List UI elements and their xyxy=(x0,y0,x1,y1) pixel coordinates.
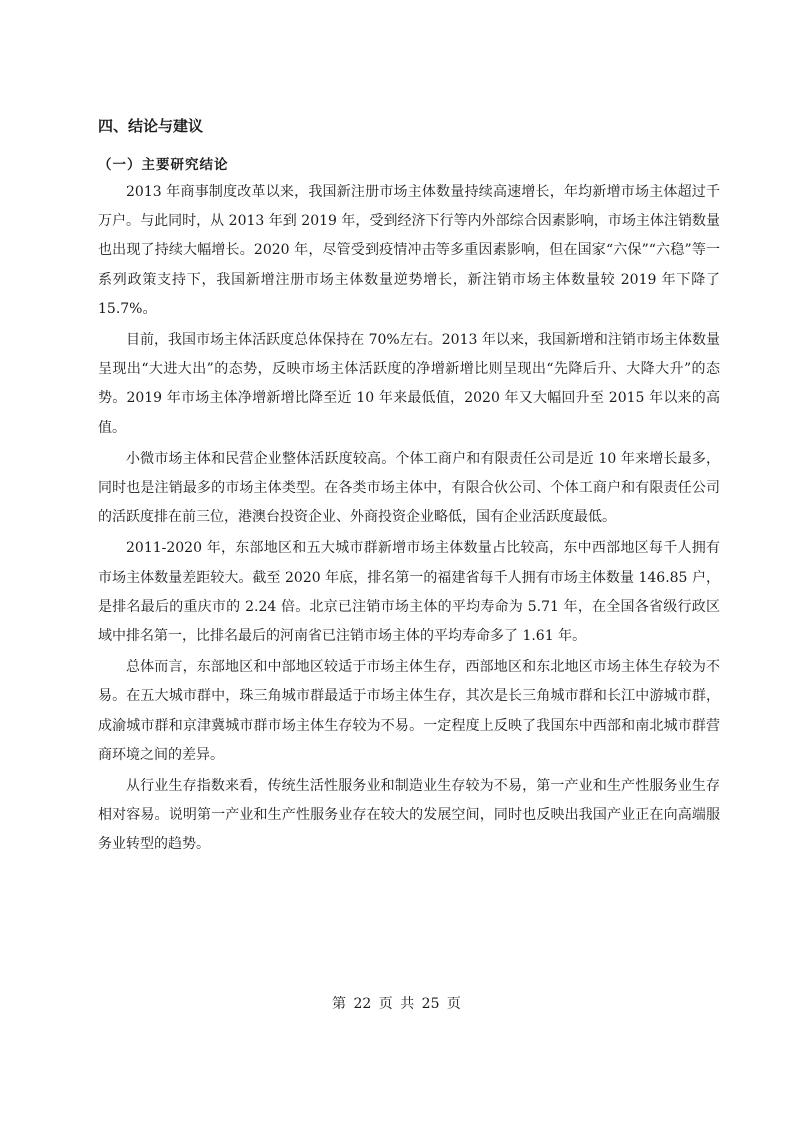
paragraph-1: 2013 年商事制度改革以来，我国新注册市场主体数量持续高速增长，年均新增市场主体超过千万户。与此同时，从 2013 年到 2019 年，受到经济下行等内外部综合因素影响，市场主体注销数量也出现了持续大幅增长。2020 年，尽管受到疫情冲击等多重因素影响，但在国家“六保”“六稳”等一系列政策支持下，我国新增注册市场主体数量逆势增长，新注销市场主体数量较 2019 年下降了 15.7%。 xyxy=(98,184,720,317)
paragraph-2: 目前，我国市场主体活跃度总体保持在 70%左右。2013 年以来，我国新增和注销市场主体数量呈现出“大进大出”的态势，反映市场主体活跃度的净增新增比则呈现出“先降后升、大降大升”的态势。2019 年市场主体净增新增比降至近 10 年来最低值，2020 年又大幅回升至 2015 年以来的高值。 xyxy=(98,332,720,436)
page-number-footer: 第 22 页 共 25 页 xyxy=(332,996,461,1012)
paragraph-5: 总体而言，东部地区和中部地区较适于市场主体生存，西部地区和东北地区市场主体生存较为不易。在五大城市群中，珠三角城市群最适于市场主体生存，其次是长三角城市群和长江中游城市群，成渝城市群和京津冀城市群市场主体生存较为不易。一定程度上反映了我国东中西部和南北城市群营商环境之间的差异。 xyxy=(98,659,720,763)
paragraph-6: 从行业生存指数来看，传统生活性服务业和制造业生存较为不易，第一产业和生产性服务业生存相对容易。说明第一产业和生产性服务业存在较大的发展空间，同时也反映出我国产业正在向高端服务业转型的趋势。 xyxy=(98,778,720,853)
section-title: 四、结论与建议 xyxy=(98,117,204,135)
page-content xyxy=(98,112,720,862)
paragraph-4: 2011-2020 年，东部地区和五大城市群新增市场主体数量占比较高，东中西部地区每千人拥有市场主体数量差距较大。截至 2020 年底，排名第一的福建省每千人拥有市场主体数量 146.85 户，是排名最后的重庆市的 2.24 倍。北京已注销市场主体的平均寿命为 5.71 年，在全国各省级行政区域中排名第一，比排名最后的河南省已注销市场主体的平均寿命多了 1.61 年。 xyxy=(98,540,720,645)
paragraph-3: 小微市场主体和民营企业整体活跃度较高。个体工商户和有限责任公司是近 10 年来增长最多，同时也是注销最多的市场主体类型。在各类市场主体中，有限合伙公司、个体工商户和有限责任公司的活跃度排在前三位，港澳台投资企业、外商投资企业略低，国有企业活跃度最低。 xyxy=(98,450,720,526)
subsection-title: （一）主要研究结论 xyxy=(98,157,229,173)
